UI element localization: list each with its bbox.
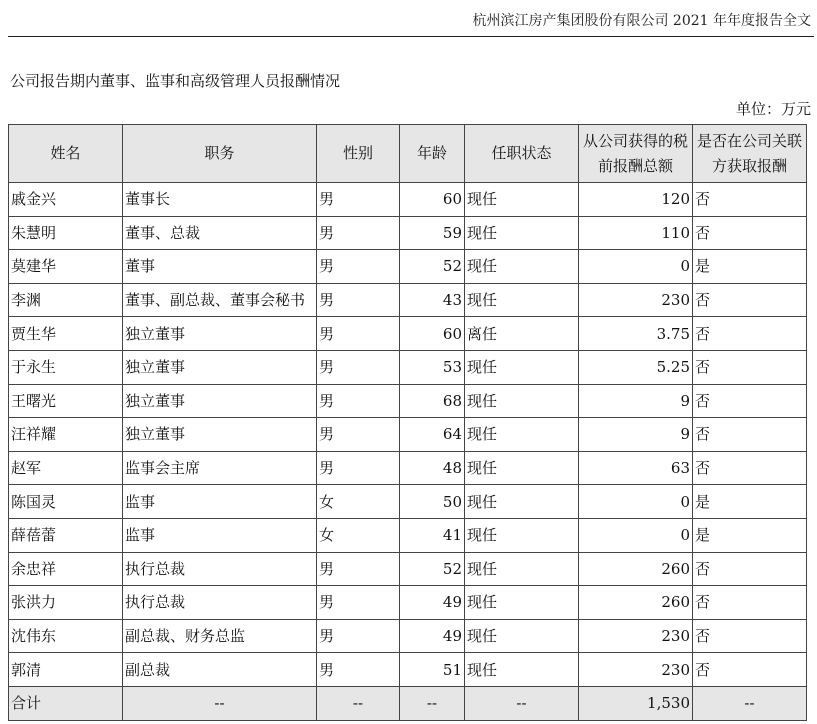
cell-status: 现任 (465, 283, 579, 317)
cell-age: 53 (400, 350, 465, 384)
cell-age: 51 (400, 653, 465, 687)
report-header-title: 杭州滨江房产集团股份有限公司 2021 年年度报告全文 (472, 13, 811, 29)
table-row (9, 317, 807, 351)
table-body (9, 183, 807, 721)
cell-related: 否 (693, 451, 807, 485)
cell-pay: 230 (579, 653, 693, 687)
cell-pay: 63 (579, 451, 693, 485)
cell-age: 60 (400, 183, 465, 217)
cell-name: 朱慧明 (9, 216, 123, 250)
cell-pay: 0 (579, 518, 693, 552)
cell-name: 汪祥耀 (9, 418, 123, 452)
cell-position: 董事 (123, 250, 317, 284)
section-title: 公司报告期内董事、监事和高级管理人员报酬情况 (10, 72, 341, 90)
cell-age: 43 (400, 283, 465, 317)
cell-position: 监事 (123, 518, 317, 552)
col-header-related: 是否在公司关联方获取报酬 (693, 125, 807, 183)
cell-name: 余忠祥 (9, 552, 123, 586)
cell-status: 现任 (465, 183, 579, 217)
cell-gender: 男 (317, 451, 400, 485)
cell-name: 薛蓓蕾 (9, 518, 123, 552)
cell-age: 52 (400, 552, 465, 586)
cell-pay: 3.75 (579, 317, 693, 351)
cell-position: 执行总裁 (123, 586, 317, 620)
cell-name: 赵军 (9, 451, 123, 485)
cell-age: 59 (400, 216, 465, 250)
cell-status: 现任 (465, 250, 579, 284)
cell-related: 否 (693, 552, 807, 586)
table-row (9, 619, 807, 653)
table-row (9, 183, 807, 217)
cell-status: 现任 (465, 552, 579, 586)
cell-age: 41 (400, 518, 465, 552)
cell-pay: 230 (579, 283, 693, 317)
cell-related: 是 (693, 250, 807, 284)
cell-position: 独立董事 (123, 317, 317, 351)
cell-gender: 男 (317, 653, 400, 687)
cell-related: 是 (693, 485, 807, 519)
cell-gender: 女 (317, 518, 400, 552)
col-header-age: 年龄 (400, 125, 465, 183)
cell-status: 离任 (465, 317, 579, 351)
table-row (9, 350, 807, 384)
cell-name: 郭清 (9, 653, 123, 687)
total-row (9, 686, 807, 720)
cell-related: 否 (693, 653, 807, 687)
cell-pay: 120 (579, 183, 693, 217)
cell-position: 监事 (123, 485, 317, 519)
cell-age: 49 (400, 586, 465, 620)
cell-gender: 男 (317, 183, 400, 217)
cell-related: 否 (693, 384, 807, 418)
cell-status: 现任 (465, 418, 579, 452)
col-header-gender: 性别 (317, 125, 400, 183)
total-gender: -- (317, 686, 400, 720)
table-row (9, 250, 807, 284)
total-age: -- (400, 686, 465, 720)
cell-name: 王曙光 (9, 384, 123, 418)
col-header-position: 职务 (123, 125, 317, 183)
cell-status: 现任 (465, 518, 579, 552)
table-row (9, 418, 807, 452)
cell-status: 现任 (465, 216, 579, 250)
cell-position: 董事、总裁 (123, 216, 317, 250)
table-row (9, 518, 807, 552)
cell-name: 张洪力 (9, 586, 123, 620)
cell-pay: 5.25 (579, 350, 693, 384)
cell-position: 副总裁、财务总监 (123, 619, 317, 653)
cell-position: 董事长 (123, 183, 317, 217)
cell-related: 否 (693, 317, 807, 351)
cell-related: 否 (693, 418, 807, 452)
cell-gender: 男 (317, 250, 400, 284)
cell-position: 独立董事 (123, 350, 317, 384)
cell-related: 否 (693, 619, 807, 653)
cell-gender: 男 (317, 283, 400, 317)
cell-related: 否 (693, 283, 807, 317)
cell-age: 60 (400, 317, 465, 351)
col-header-name: 姓名 (9, 125, 123, 183)
cell-name: 贾生华 (9, 317, 123, 351)
cell-pay: 260 (579, 552, 693, 586)
cell-name: 莫建华 (9, 250, 123, 284)
table-row (9, 283, 807, 317)
cell-gender: 女 (317, 485, 400, 519)
total-label: 合计 (9, 686, 123, 720)
cell-name: 陈国灵 (9, 485, 123, 519)
table-row (9, 216, 807, 250)
cell-name: 沈伟东 (9, 619, 123, 653)
total-status: -- (465, 686, 579, 720)
cell-position: 执行总裁 (123, 552, 317, 586)
table-row (9, 552, 807, 586)
cell-status: 现任 (465, 451, 579, 485)
cell-gender: 男 (317, 384, 400, 418)
unit-label: 单位：万元 (735, 100, 811, 118)
cell-age: 49 (400, 619, 465, 653)
cell-related: 是 (693, 518, 807, 552)
cell-position: 副总裁 (123, 653, 317, 687)
cell-pay: 0 (579, 250, 693, 284)
cell-age: 52 (400, 250, 465, 284)
cell-gender: 男 (317, 317, 400, 351)
cell-gender: 男 (317, 586, 400, 620)
remuneration-table (8, 124, 807, 721)
col-header-pay: 从公司获得的税前报酬总额 (579, 125, 693, 183)
header-divider (8, 36, 814, 37)
cell-pay: 260 (579, 586, 693, 620)
table-row (9, 485, 807, 519)
table-row (9, 653, 807, 687)
cell-position: 独立董事 (123, 418, 317, 452)
cell-related: 否 (693, 183, 807, 217)
cell-related: 否 (693, 350, 807, 384)
cell-status: 现任 (465, 485, 579, 519)
table-row (9, 384, 807, 418)
cell-related: 否 (693, 216, 807, 250)
cell-pay: 9 (579, 384, 693, 418)
cell-pay: 9 (579, 418, 693, 452)
cell-related: 否 (693, 586, 807, 620)
cell-position: 独立董事 (123, 384, 317, 418)
cell-name: 李渊 (9, 283, 123, 317)
cell-gender: 男 (317, 216, 400, 250)
cell-gender: 男 (317, 552, 400, 586)
cell-position: 董事、副总裁、董事会秘书 (123, 283, 317, 317)
cell-age: 48 (400, 451, 465, 485)
cell-name: 于永生 (9, 350, 123, 384)
cell-gender: 男 (317, 350, 400, 384)
total-related: -- (693, 686, 807, 720)
table-row (9, 451, 807, 485)
cell-age: 68 (400, 384, 465, 418)
cell-status: 现任 (465, 619, 579, 653)
cell-pay: 110 (579, 216, 693, 250)
cell-gender: 男 (317, 418, 400, 452)
table-row (9, 586, 807, 620)
cell-status: 现任 (465, 384, 579, 418)
cell-age: 64 (400, 418, 465, 452)
cell-status: 现任 (465, 350, 579, 384)
total-pay: 1,530 (579, 686, 693, 720)
cell-status: 现任 (465, 653, 579, 687)
cell-status: 现任 (465, 586, 579, 620)
table-header-row (9, 125, 807, 183)
cell-pay: 0 (579, 485, 693, 519)
cell-gender: 男 (317, 619, 400, 653)
cell-position: 监事会主席 (123, 451, 317, 485)
total-position: -- (123, 686, 317, 720)
cell-pay: 230 (579, 619, 693, 653)
col-header-status: 任职状态 (465, 125, 579, 183)
cell-name: 戚金兴 (9, 183, 123, 217)
cell-age: 50 (400, 485, 465, 519)
